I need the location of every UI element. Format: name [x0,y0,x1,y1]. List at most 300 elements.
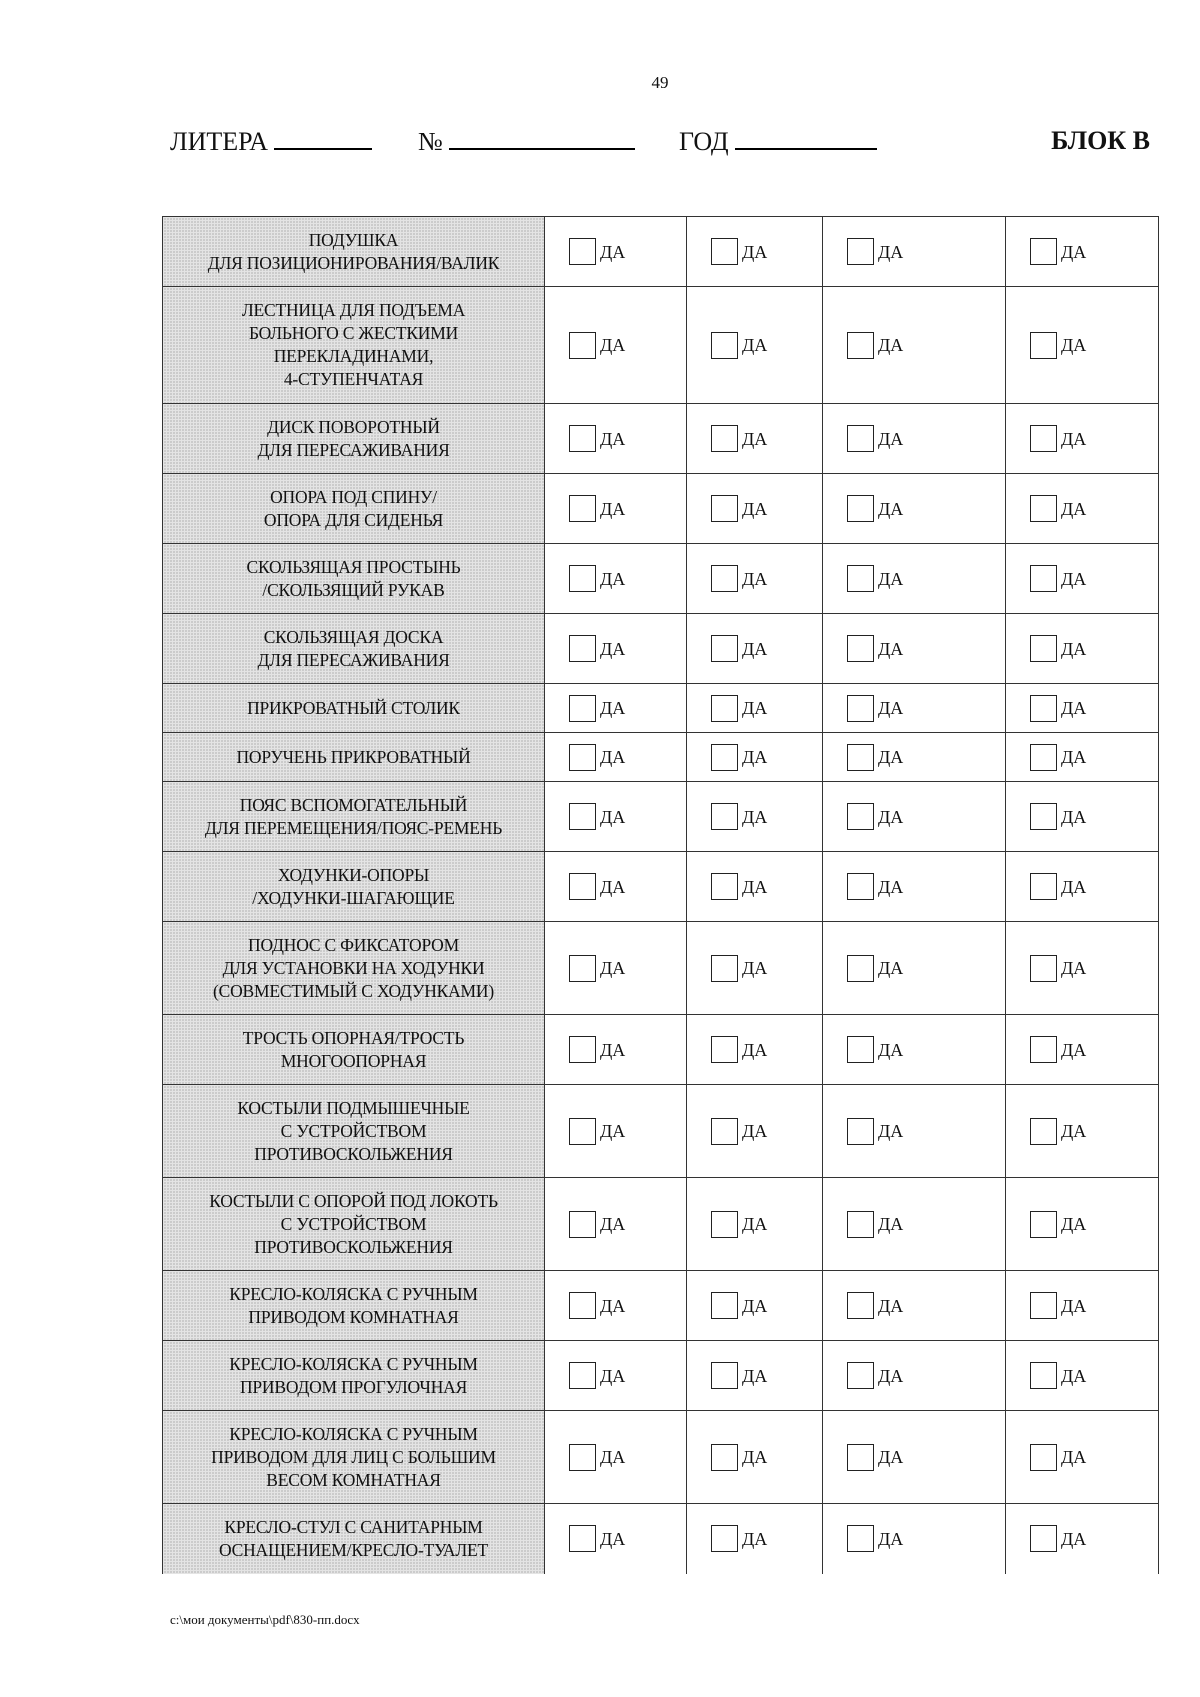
option-group [687,1292,822,1319]
yes-checkbox[interactable] [847,744,874,771]
yes-checkbox[interactable] [569,803,596,830]
yes-checkbox[interactable] [1030,955,1057,982]
option-group [545,1211,686,1238]
yes-checkbox[interactable] [847,425,874,452]
yes-checkbox[interactable] [1030,635,1057,662]
option-cell [1006,474,1159,544]
option-group [823,1036,1005,1063]
option-cell [1006,1271,1159,1341]
yes-label: ДА [600,1447,626,1467]
option-cell [823,404,1006,474]
option-group [545,565,686,592]
option-group [823,635,1005,662]
yes-label: ДА [1061,241,1087,262]
yes-checkbox[interactable] [847,873,874,900]
option-group [823,1118,1005,1145]
option-cell [545,287,687,404]
option-group [687,873,822,900]
equipment-name: КРЕСЛО-КОЛЯСКА С РУЧНЫМ ПРИВОДОМ ДЛЯ ЛИЦ С БОЛЬШИМ ВЕСОМ КОМНАТНАЯ [163,1411,545,1504]
option-group [545,1292,686,1319]
option-cell [1006,544,1159,614]
yes-checkbox[interactable] [711,1036,738,1063]
equipment-name: КОСТЫЛИ С ОПОРОЙ ПОД ЛОКОТЬ С УСТРОЙСТВОМ ПРОТИВОСКОЛЬЖЕНИЯ [163,1178,545,1271]
yes-checkbox[interactable] [569,955,596,982]
yes-checkbox[interactable] [569,565,596,592]
yes-checkbox[interactable] [711,1118,738,1145]
option-cell [823,1271,1006,1341]
yes-label: ДА [742,498,768,519]
yes-label: ДА [878,747,904,767]
yes-checkbox[interactable] [847,332,874,359]
option-cell [687,1178,823,1271]
option-cell [823,614,1006,684]
yes-checkbox[interactable] [711,873,738,900]
option-cell [823,544,1006,614]
equipment-table [162,216,1159,1574]
table-row [163,1411,1159,1504]
yes-checkbox[interactable] [1030,565,1057,592]
option-group [1006,1211,1158,1238]
option-cell [545,1015,687,1085]
option-group [823,1444,1005,1471]
option-cell [1006,852,1159,922]
yes-checkbox[interactable] [1030,425,1057,452]
table-row [163,1341,1159,1411]
table-row [163,544,1159,614]
option-group [545,803,686,830]
option-group [687,1211,822,1238]
yes-label: ДА [1061,958,1087,978]
yes-checkbox[interactable] [711,955,738,982]
table-row [163,852,1159,922]
option-group [545,1118,686,1145]
yes-label: ДА [878,958,904,978]
option-cell [545,1411,687,1504]
yes-label: ДА [742,747,768,767]
table-row [163,782,1159,852]
option-group [545,495,686,522]
option-cell [687,1271,823,1341]
yes-checkbox[interactable] [1030,1525,1057,1552]
option-cell [545,217,687,287]
option-group [687,695,822,722]
yes-checkbox[interactable] [847,1036,874,1063]
number-label: № [418,127,443,156]
option-cell [1006,1411,1159,1504]
yes-checkbox[interactable] [847,1118,874,1145]
yes-checkbox[interactable] [569,635,596,662]
yes-label: ДА [600,747,626,767]
option-cell [687,217,823,287]
yes-label: ДА [742,1214,768,1234]
equipment-name: ПРИКРОВАТНЫЙ СТОЛИК [163,684,545,733]
yes-checkbox[interactable] [711,425,738,452]
year-label: ГОД [679,127,729,156]
yes-label: ДА [878,1365,904,1386]
yes-label: ДА [742,335,768,355]
option-cell [823,922,1006,1015]
yes-label: ДА [878,1039,904,1060]
option-group [823,1292,1005,1319]
yes-label: ДА [1061,876,1087,897]
equipment-name: ДИСК ПОВОРОТНЫЙ ДЛЯ ПЕРЕСАЖИВАНИЯ [163,404,545,474]
option-cell [823,1085,1006,1178]
option-cell [545,1504,687,1574]
yes-checkbox[interactable] [1030,1036,1057,1063]
equipment-name: ЛЕСТНИЦА ДЛЯ ПОДЪЕМА БОЛЬНОГО С ЖЕСТКИМИ ПЕРЕКЛАДИНАМИ, 4-СТУПЕНЧАТАЯ [163,287,545,404]
option-group [1006,873,1158,900]
option-group [687,1118,822,1145]
yes-checkbox[interactable] [847,565,874,592]
option-group [823,803,1005,830]
yes-checkbox[interactable] [711,744,738,771]
table-row [163,1504,1159,1574]
option-cell [1006,1504,1159,1574]
option-cell [1006,1341,1159,1411]
option-group [823,332,1005,359]
yes-label: ДА [878,698,904,718]
yes-label: ДА [1061,1528,1087,1549]
option-cell [545,474,687,544]
option-group [823,565,1005,592]
yes-label: ДА [600,498,626,519]
yes-label: ДА [878,876,904,897]
yes-checkbox[interactable] [569,1292,596,1319]
yes-label: ДА [878,638,904,659]
yes-label: ДА [742,1121,768,1141]
yes-label: ДА [742,241,768,262]
option-cell [1006,1015,1159,1085]
yes-checkbox[interactable] [569,425,596,452]
yes-label: ДА [878,1447,904,1467]
option-cell [1006,1085,1159,1178]
option-group [545,332,686,359]
year-field [679,126,877,157]
equipment-name: ПОЯС ВСПОМОГАТЕЛЬНЫЙ ДЛЯ ПЕРЕМЕЩЕНИЯ/ПОЯС-РЕМЕНЬ [163,782,545,852]
yes-checkbox[interactable] [569,1444,596,1471]
option-group [1006,955,1158,982]
yes-checkbox[interactable] [711,635,738,662]
yes-checkbox[interactable] [847,635,874,662]
yes-checkbox[interactable] [1030,495,1057,522]
table-row [163,1178,1159,1271]
yes-label: ДА [600,335,626,355]
number-input-line[interactable] [449,126,635,150]
yes-checkbox[interactable] [1030,1362,1057,1389]
yes-label: ДА [600,1214,626,1234]
yes-label: ДА [878,568,904,589]
option-cell [545,614,687,684]
option-cell [545,404,687,474]
yes-label: ДА [742,1295,768,1316]
yes-checkbox[interactable] [569,238,596,265]
header-line [170,126,1150,166]
equipment-name: СКОЛЬЗЯЩАЯ ДОСКА ДЛЯ ПЕРЕСАЖИВАНИЯ [163,614,545,684]
yes-checkbox[interactable] [1030,695,1057,722]
option-cell [545,733,687,782]
option-group [687,955,822,982]
table-row [163,922,1159,1015]
yes-checkbox[interactable] [711,1362,738,1389]
yes-checkbox[interactable] [711,1444,738,1471]
option-group [687,425,822,452]
yes-label: ДА [1061,1447,1087,1467]
option-cell [545,1178,687,1271]
option-group [687,332,822,359]
yes-label: ДА [600,1039,626,1060]
yes-checkbox[interactable] [1030,238,1057,265]
option-cell [687,544,823,614]
yes-checkbox[interactable] [569,1362,596,1389]
option-cell [823,782,1006,852]
yes-checkbox[interactable] [711,495,738,522]
yes-label: ДА [742,1528,768,1549]
yes-label: ДА [878,806,904,827]
option-group [1006,803,1158,830]
yes-checkbox[interactable] [847,1444,874,1471]
yes-label: ДА [878,1295,904,1316]
option-group [1006,495,1158,522]
option-group [1006,1118,1158,1145]
equipment-name: КРЕСЛО-СТУЛ С САНИТАРНЫМ ОСНАЩЕНИЕМ/КРЕСЛО-ТУАЛЕТ [163,1504,545,1574]
footer-file-path: c:\мои документы\pdf\830-пп.docx [170,1612,360,1627]
table-row [163,733,1159,782]
equipment-name: КРЕСЛО-КОЛЯСКА С РУЧНЫМ ПРИВОДОМ КОМНАТНАЯ [163,1271,545,1341]
option-group [1006,1292,1158,1319]
option-cell [1006,287,1159,404]
equipment-name: КРЕСЛО-КОЛЯСКА С РУЧНЫМ ПРИВОДОМ ПРОГУЛОЧНАЯ [163,1341,545,1411]
yes-checkbox[interactable] [847,955,874,982]
option-group [545,744,686,771]
option-group [687,1036,822,1063]
yes-label: ДА [742,428,768,449]
yes-checkbox[interactable] [1030,744,1057,771]
yes-label: ДА [1061,1295,1087,1316]
option-group [545,1444,686,1471]
yes-checkbox[interactable] [1030,1118,1057,1145]
option-cell [823,852,1006,922]
yes-checkbox[interactable] [1030,1292,1057,1319]
table-row [163,614,1159,684]
option-cell [687,1015,823,1085]
option-cell [823,1178,1006,1271]
yes-label: ДА [600,1365,626,1386]
yes-label: ДА [1061,638,1087,659]
option-group [823,695,1005,722]
option-cell [1006,1178,1159,1271]
yes-checkbox[interactable] [847,695,874,722]
option-group [823,955,1005,982]
option-group [1006,1362,1158,1389]
yes-label: ДА [1061,747,1087,767]
yes-label: ДА [878,498,904,519]
yes-label: ДА [742,1447,768,1467]
yes-checkbox[interactable] [711,332,738,359]
yes-label: ДА [1061,1121,1087,1141]
option-group [823,1211,1005,1238]
yes-checkbox[interactable] [1030,1444,1057,1471]
yes-label: ДА [600,1528,626,1549]
option-group [823,238,1005,265]
yes-label: ДА [742,806,768,827]
yes-label: ДА [600,698,626,718]
option-cell [823,1015,1006,1085]
option-cell [1006,684,1159,733]
option-cell [545,684,687,733]
yes-checkbox[interactable] [569,873,596,900]
option-cell [545,1341,687,1411]
yes-checkbox[interactable] [1030,332,1057,359]
option-group [687,744,822,771]
table-row [163,1271,1159,1341]
option-group [545,635,686,662]
yes-checkbox[interactable] [1030,803,1057,830]
yes-checkbox[interactable] [569,332,596,359]
yes-checkbox[interactable] [711,1525,738,1552]
yes-checkbox[interactable] [569,1525,596,1552]
yes-checkbox[interactable] [711,238,738,265]
option-cell [545,1271,687,1341]
yes-label: ДА [1061,698,1087,718]
option-group [1006,238,1158,265]
option-group [1006,744,1158,771]
option-group [687,1525,822,1552]
option-cell [823,474,1006,544]
option-group [545,955,686,982]
option-cell [823,684,1006,733]
option-group [545,873,686,900]
option-cell [1006,404,1159,474]
yes-label: ДА [742,876,768,897]
option-group [545,1525,686,1552]
option-group [1006,1525,1158,1552]
option-cell [545,544,687,614]
table-row [163,1085,1159,1178]
equipment-name: ПОРУЧЕНЬ ПРИКРОВАТНЫЙ [163,733,545,782]
yes-checkbox[interactable] [711,1292,738,1319]
yes-label: ДА [1061,498,1087,519]
yes-checkbox[interactable] [569,1118,596,1145]
option-cell [687,733,823,782]
yes-label: ДА [742,568,768,589]
option-group [687,803,822,830]
yes-checkbox[interactable] [569,495,596,522]
table-row [163,474,1159,544]
option-cell [687,1411,823,1504]
yes-label: ДА [878,1121,904,1141]
option-cell [687,922,823,1015]
yes-label: ДА [1061,568,1087,589]
yes-checkbox[interactable] [847,495,874,522]
yes-checkbox[interactable] [847,1525,874,1552]
option-group [1006,332,1158,359]
yes-label: ДА [742,638,768,659]
option-group [1006,1036,1158,1063]
yes-checkbox[interactable] [569,1036,596,1063]
option-cell [823,1341,1006,1411]
table-row [163,1015,1159,1085]
option-cell [687,404,823,474]
option-cell [687,1504,823,1574]
option-cell [1006,614,1159,684]
option-cell [687,782,823,852]
year-input-line[interactable] [735,126,877,150]
yes-checkbox[interactable] [711,803,738,830]
option-group [545,425,686,452]
yes-checkbox[interactable] [711,565,738,592]
yes-label: ДА [878,428,904,449]
option-group [545,238,686,265]
yes-checkbox[interactable] [711,1211,738,1238]
yes-label: ДА [600,1121,626,1141]
option-group [823,744,1005,771]
option-group [687,495,822,522]
option-group [823,1525,1005,1552]
litera-input-line[interactable] [274,126,372,150]
yes-label: ДА [878,335,904,355]
equipment-table-body [163,217,1159,1574]
option-group [545,695,686,722]
option-group [823,1362,1005,1389]
yes-label: ДА [742,1365,768,1386]
yes-checkbox[interactable] [847,238,874,265]
option-group [823,495,1005,522]
option-group [823,873,1005,900]
option-group [1006,1444,1158,1471]
option-group [1006,635,1158,662]
yes-label: ДА [1061,1214,1087,1234]
option-group [687,1444,822,1471]
option-group [687,565,822,592]
option-cell [545,782,687,852]
yes-checkbox[interactable] [847,1211,874,1238]
yes-checkbox[interactable] [847,803,874,830]
yes-label: ДА [600,876,626,897]
option-group [545,1362,686,1389]
equipment-name: ТРОСТЬ ОПОРНАЯ/ТРОСТЬ МНОГООПОРНАЯ [163,1015,545,1085]
yes-checkbox[interactable] [569,695,596,722]
option-cell [1006,217,1159,287]
yes-label: ДА [878,241,904,262]
yes-label: ДА [742,698,768,718]
yes-checkbox[interactable] [569,1211,596,1238]
option-group [545,1036,686,1063]
option-cell [1006,922,1159,1015]
equipment-name: КОСТЫЛИ ПОДМЫШЕЧНЫЕ С УСТРОЙСТВОМ ПРОТИВОСКОЛЬЖЕНИЯ [163,1085,545,1178]
yes-checkbox[interactable] [711,695,738,722]
yes-checkbox[interactable] [1030,1211,1057,1238]
equipment-name: ХОДУНКИ-ОПОРЫ /ХОДУНКИ-ШАГАЮЩИЕ [163,852,545,922]
yes-checkbox[interactable] [569,744,596,771]
block-title: БЛОК В [1051,126,1150,155]
option-cell [823,217,1006,287]
table-row [163,684,1159,733]
option-cell [823,1411,1006,1504]
yes-checkbox[interactable] [1030,873,1057,900]
option-cell [687,1341,823,1411]
yes-checkbox[interactable] [847,1292,874,1319]
equipment-name: ПОДУШКА ДЛЯ ПОЗИЦИОНИРОВАНИЯ/ВАЛИК [163,217,545,287]
yes-label: ДА [1061,1039,1087,1060]
option-cell [687,852,823,922]
yes-checkbox[interactable] [847,1362,874,1389]
table-row [163,217,1159,287]
yes-label: ДА [600,806,626,827]
option-group [1006,425,1158,452]
yes-label: ДА [600,428,626,449]
yes-label: ДА [600,638,626,659]
option-cell [545,922,687,1015]
